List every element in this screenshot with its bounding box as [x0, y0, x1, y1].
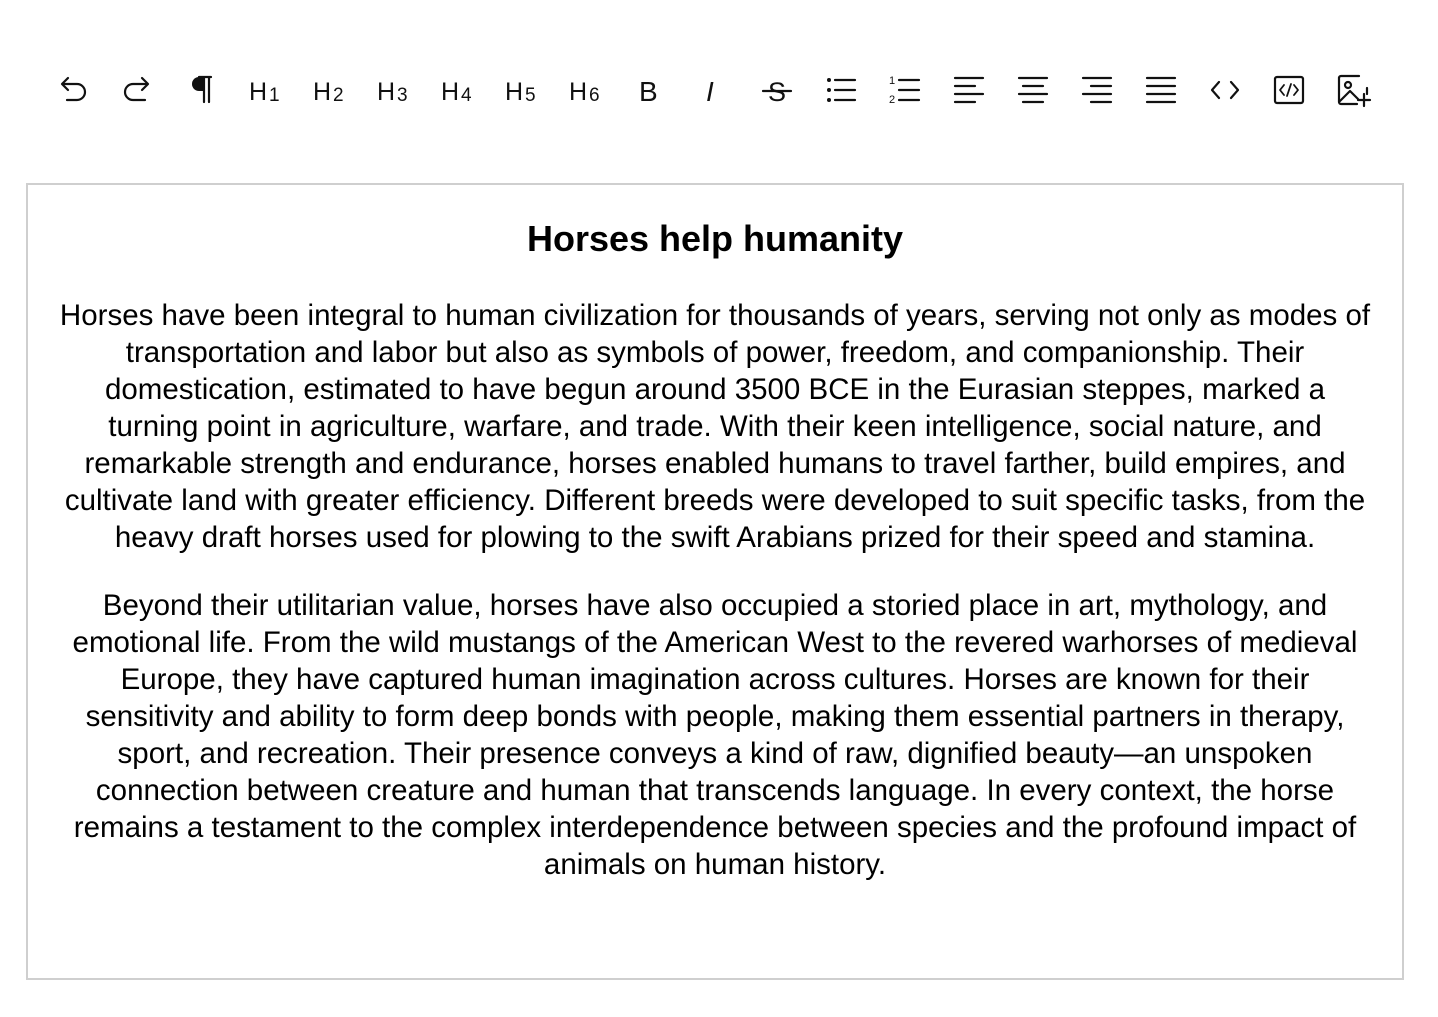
code-icon — [1207, 72, 1243, 108]
heading-1-button[interactable] — [233, 58, 297, 122]
redo-icon — [119, 72, 155, 108]
document-paragraph-2[interactable]: Beyond their utilitarian value, horses have also occupied a storied place in art, mythology, and emotional life. From the wild mustangs of the American West to the revered warhorses of medieval Europe, they have captured human imagination across cultures. Horses are known for their sensitivity and ability to form deep bonds with people, making them essential partners in therapy, sport, and recreation. Their presence conveys a kind of raw, dignified beauty—an unspoken connection between creature and human that transcends language. In every context, the horse remains a testament to the complex interdependence between species and the profound impact of animals on human history. — [72, 589, 1358, 881]
italic-icon — [695, 72, 731, 108]
align-right-icon — [1079, 72, 1115, 108]
code-block-button[interactable] — [1257, 58, 1321, 122]
svg-text:H: H — [377, 78, 396, 106]
align-left-button[interactable] — [937, 58, 1001, 122]
align-right-button[interactable] — [1065, 58, 1129, 122]
heading-1-icon — [247, 72, 283, 108]
svg-text:1: 1 — [269, 85, 280, 106]
svg-text:H: H — [569, 78, 588, 106]
heading-4-button[interactable] — [425, 58, 489, 122]
bullet-list-button[interactable] — [809, 58, 873, 122]
svg-text:S: S — [768, 77, 787, 107]
editor-toolbar — [41, 58, 1385, 122]
heading-2-icon — [311, 72, 347, 108]
heading-6-icon — [567, 72, 603, 108]
svg-text:I: I — [706, 76, 714, 107]
svg-text:6: 6 — [589, 85, 600, 106]
pilcrow-icon — [183, 72, 219, 108]
heading-5-button[interactable] — [489, 58, 553, 122]
svg-text:H: H — [505, 78, 524, 106]
paragraph-button[interactable] — [169, 58, 233, 122]
align-left-icon — [951, 72, 987, 108]
align-justify-button[interactable] — [1129, 58, 1193, 122]
align-justify-icon — [1143, 72, 1179, 108]
svg-text:2: 2 — [333, 85, 344, 106]
svg-text:5: 5 — [525, 85, 536, 106]
undo-button[interactable] — [41, 58, 105, 122]
code-button[interactable] — [1193, 58, 1257, 122]
bold-icon — [631, 72, 667, 108]
heading-3-icon — [375, 72, 411, 108]
heading-2-button[interactable] — [297, 58, 361, 122]
editor-content-area[interactable] — [26, 183, 1404, 980]
ordered-list-icon — [887, 72, 923, 108]
svg-text:H: H — [249, 78, 268, 106]
code-block-icon — [1271, 72, 1307, 108]
svg-text:1: 1 — [889, 75, 896, 87]
svg-text:2: 2 — [889, 94, 896, 106]
undo-icon — [55, 72, 91, 108]
align-center-button[interactable] — [1001, 58, 1065, 122]
svg-text:H: H — [313, 78, 332, 106]
svg-text:H: H — [441, 78, 460, 106]
heading-3-button[interactable] — [361, 58, 425, 122]
insert-image-button[interactable] — [1321, 58, 1385, 122]
document-title[interactable]: Horses help humanity — [526, 218, 904, 259]
italic-button[interactable] — [681, 58, 745, 122]
ordered-list-button[interactable] — [873, 58, 937, 122]
heading-4-icon — [439, 72, 475, 108]
heading-5-icon — [503, 72, 539, 108]
heading-6-button[interactable] — [553, 58, 617, 122]
strikethrough-icon — [759, 72, 795, 108]
bold-button[interactable] — [617, 58, 681, 122]
strikethrough-button[interactable] — [745, 58, 809, 122]
image-add-icon — [1335, 72, 1371, 108]
redo-button[interactable] — [105, 58, 169, 122]
bullet-list-icon — [823, 72, 859, 108]
document-paragraph-1[interactable]: Horses have been integral to human civilization for thousands of years, serving not only as modes of transportation and labor but also as symbols of power, freedom, and companionship. Their domestication, estimated to have begun around 3500 BCE in the Eurasian steppes, marked a turning point in agriculture, warfare, and trade. With their keen intelligence, social nature, and remarkable strength and endurance, horses enabled humans to travel farther, build empires, and cultivate land with greater efficiency. Different breeds were developed to suit specific tasks, from the heavy draft horses used for plowing to the swift Arabians prized for their speed and stamina. — [59, 299, 1371, 554]
svg-text:B: B — [639, 76, 658, 107]
svg-text:4: 4 — [461, 85, 472, 106]
svg-text:3: 3 — [397, 85, 408, 106]
align-center-icon — [1015, 72, 1051, 108]
